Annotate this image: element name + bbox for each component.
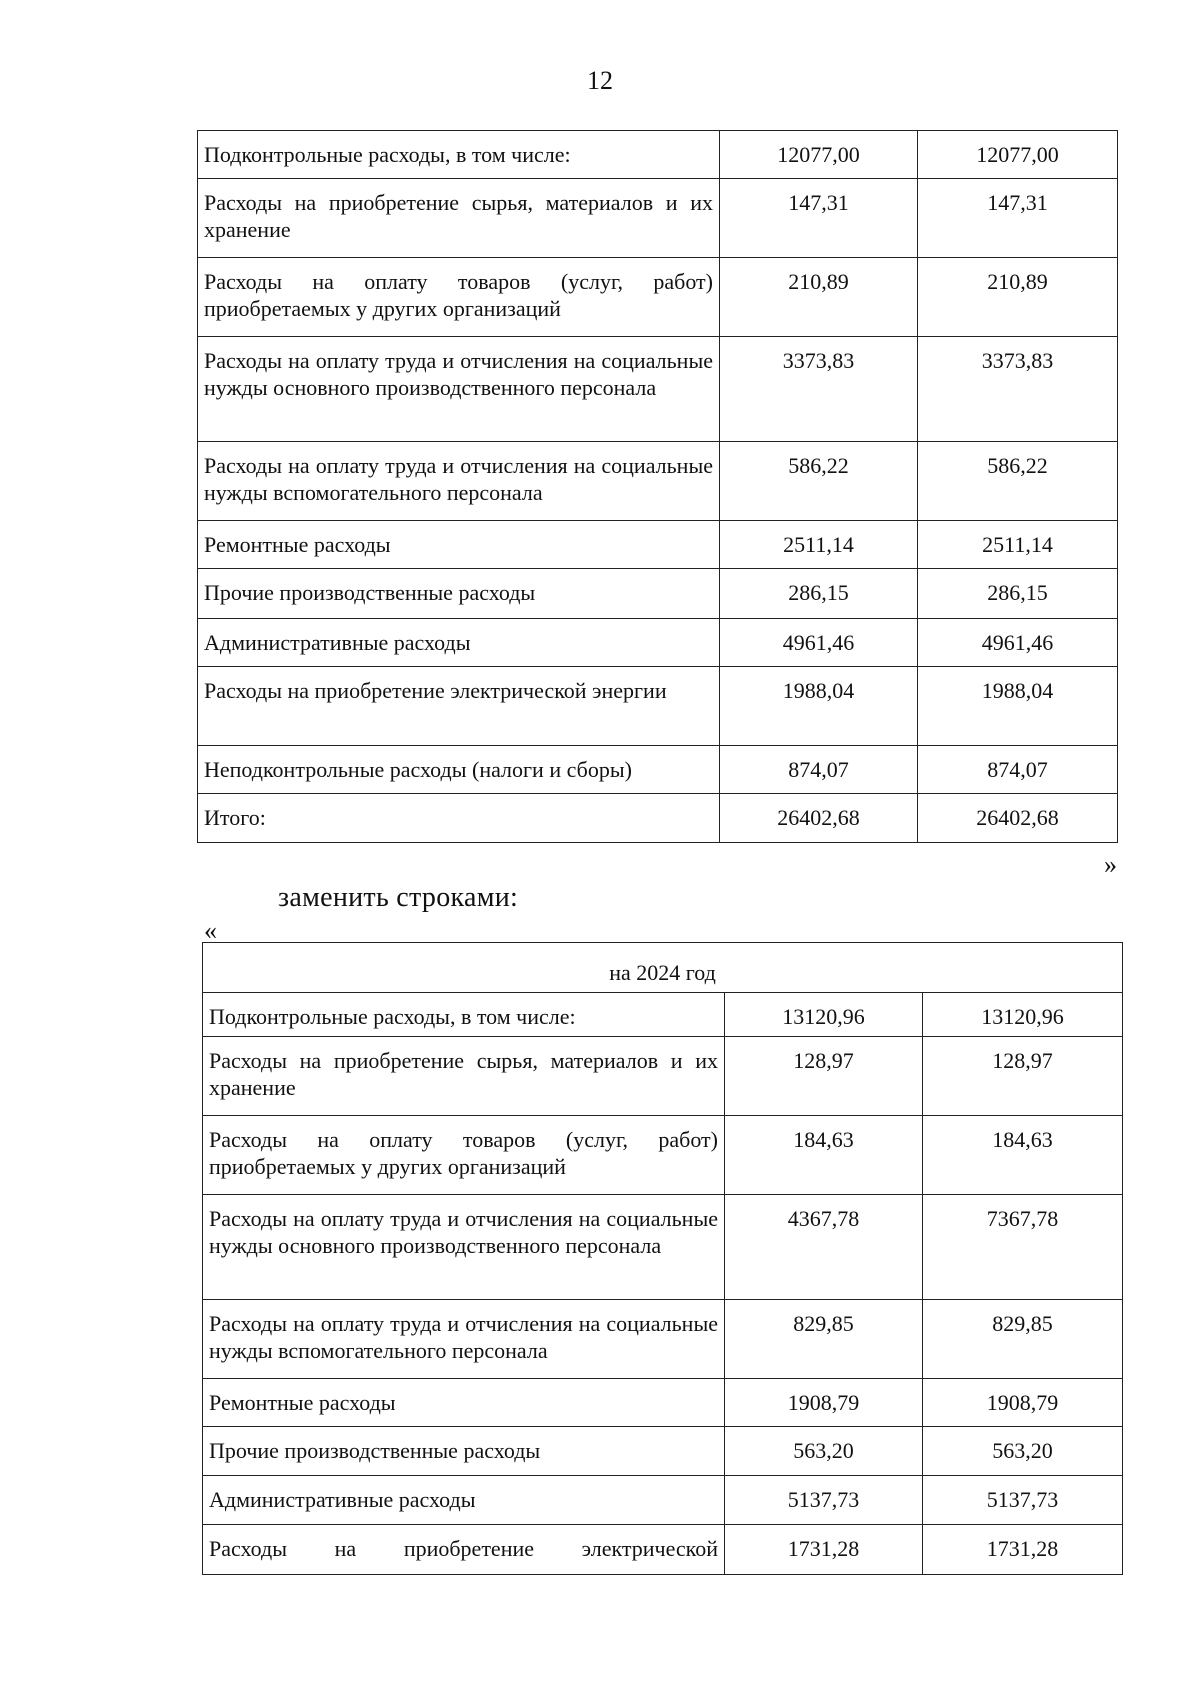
replace-instruction: заменить строками: (278, 882, 519, 913)
table-row (203, 1116, 1123, 1195)
value-cell: 147,31 (918, 179, 1118, 258)
row-label: Расходы на приобретение электрической (203, 1525, 725, 1575)
value-cell: 1988,04 (918, 667, 1118, 746)
opening-quote: « (204, 916, 217, 945)
closing-quote: » (1104, 850, 1117, 879)
table-row (203, 1427, 1123, 1476)
row-label: Расходы на приобретение электрической энергии (198, 667, 720, 746)
row-label: Подконтрольные расходы, в том числе: (198, 131, 720, 179)
value-cell: 128,97 (923, 1037, 1123, 1116)
table-row (198, 794, 1118, 843)
value-cell: 13120,96 (725, 993, 923, 1037)
value-cell: 1908,79 (725, 1379, 923, 1427)
value-cell: 1731,28 (725, 1525, 923, 1575)
value-cell: 184,63 (923, 1116, 1123, 1195)
value-cell: 147,31 (720, 179, 918, 258)
value-cell: 2511,14 (720, 521, 918, 569)
row-label: Ремонтные расходы (203, 1379, 725, 1427)
expenses-table-2024 (202, 942, 1123, 1575)
value-cell: 5137,73 (923, 1476, 1123, 1525)
table-header-row (203, 943, 1123, 993)
value-cell: 13120,96 (923, 993, 1123, 1037)
table-row (203, 1195, 1123, 1300)
value-cell: 26402,68 (918, 794, 1118, 843)
value-cell: 563,20 (923, 1427, 1123, 1476)
value-cell: 210,89 (918, 258, 1118, 337)
value-cell: 4961,46 (720, 619, 918, 667)
table-row (198, 667, 1118, 746)
value-cell: 286,15 (720, 569, 918, 619)
value-cell: 5137,73 (725, 1476, 923, 1525)
value-cell: 4367,78 (725, 1195, 923, 1300)
table-row (198, 442, 1118, 521)
table-row (198, 258, 1118, 337)
value-cell: 829,85 (725, 1300, 923, 1379)
value-cell: 874,07 (720, 746, 918, 794)
value-cell: 1988,04 (720, 667, 918, 746)
table-row (198, 569, 1118, 619)
value-cell: 26402,68 (720, 794, 918, 843)
expenses-table-old (197, 130, 1118, 843)
value-cell: 874,07 (918, 746, 1118, 794)
table-row (198, 337, 1118, 442)
table-row (203, 993, 1123, 1037)
value-cell: 4961,46 (918, 619, 1118, 667)
value-cell: 586,22 (720, 442, 918, 521)
table-row (198, 179, 1118, 258)
row-label: Прочие производственные расходы (198, 569, 720, 619)
value-cell: 210,89 (720, 258, 918, 337)
table-row (203, 1379, 1123, 1427)
value-cell: 563,20 (725, 1427, 923, 1476)
row-label: Прочие производственные расходы (203, 1427, 725, 1476)
value-cell: 2511,14 (918, 521, 1118, 569)
table-row (198, 619, 1118, 667)
row-label: Итого: (198, 794, 720, 843)
table-row (198, 746, 1118, 794)
row-label: Расходы на оплату товаров (услуг, работ) приобретаемых у других организаций (198, 258, 720, 337)
value-cell: 12077,00 (720, 131, 918, 179)
value-cell: 829,85 (923, 1300, 1123, 1379)
value-cell: 286,15 (918, 569, 1118, 619)
value-cell: 1731,28 (923, 1525, 1123, 1575)
year-header: на 2024 год (203, 943, 1123, 993)
table-row (203, 1525, 1123, 1575)
row-label: Расходы на оплату товаров (услуг, работ) приобретаемых у других организаций (203, 1116, 725, 1195)
table-row (198, 131, 1118, 179)
row-label: Административные расходы (198, 619, 720, 667)
value-cell: 3373,83 (918, 337, 1118, 442)
row-label: Расходы на оплату труда и отчисления на социальные нужды основного производственного персонала (203, 1195, 725, 1300)
value-cell: 3373,83 (720, 337, 918, 442)
row-label: Расходы на оплату труда и отчисления на социальные нужды вспомогательного персонала (198, 442, 720, 521)
row-label: Неподконтрольные расходы (налоги и сборы) (198, 746, 720, 794)
table-row (198, 521, 1118, 569)
row-label: Расходы на оплату труда и отчисления на социальные нужды основного производственного персонала (198, 337, 720, 442)
row-label: Административные расходы (203, 1476, 725, 1525)
row-label: Расходы на приобретение сырья, материалов и их хранение (203, 1037, 725, 1116)
value-cell: 184,63 (725, 1116, 923, 1195)
value-cell: 12077,00 (918, 131, 1118, 179)
row-label: Ремонтные расходы (198, 521, 720, 569)
row-label: Расходы на оплату труда и отчисления на социальные нужды вспомогательного персонала (203, 1300, 725, 1379)
row-label: Подконтрольные расходы, в том числе: (203, 993, 725, 1037)
table-row (203, 1037, 1123, 1116)
table-row (203, 1300, 1123, 1379)
table-row (203, 1476, 1123, 1525)
value-cell: 1908,79 (923, 1379, 1123, 1427)
page-number: 12 (587, 66, 613, 95)
row-label: Расходы на приобретение сырья, материалов и их хранение (198, 179, 720, 258)
value-cell: 586,22 (918, 442, 1118, 521)
value-cell: 7367,78 (923, 1195, 1123, 1300)
value-cell: 128,97 (725, 1037, 923, 1116)
